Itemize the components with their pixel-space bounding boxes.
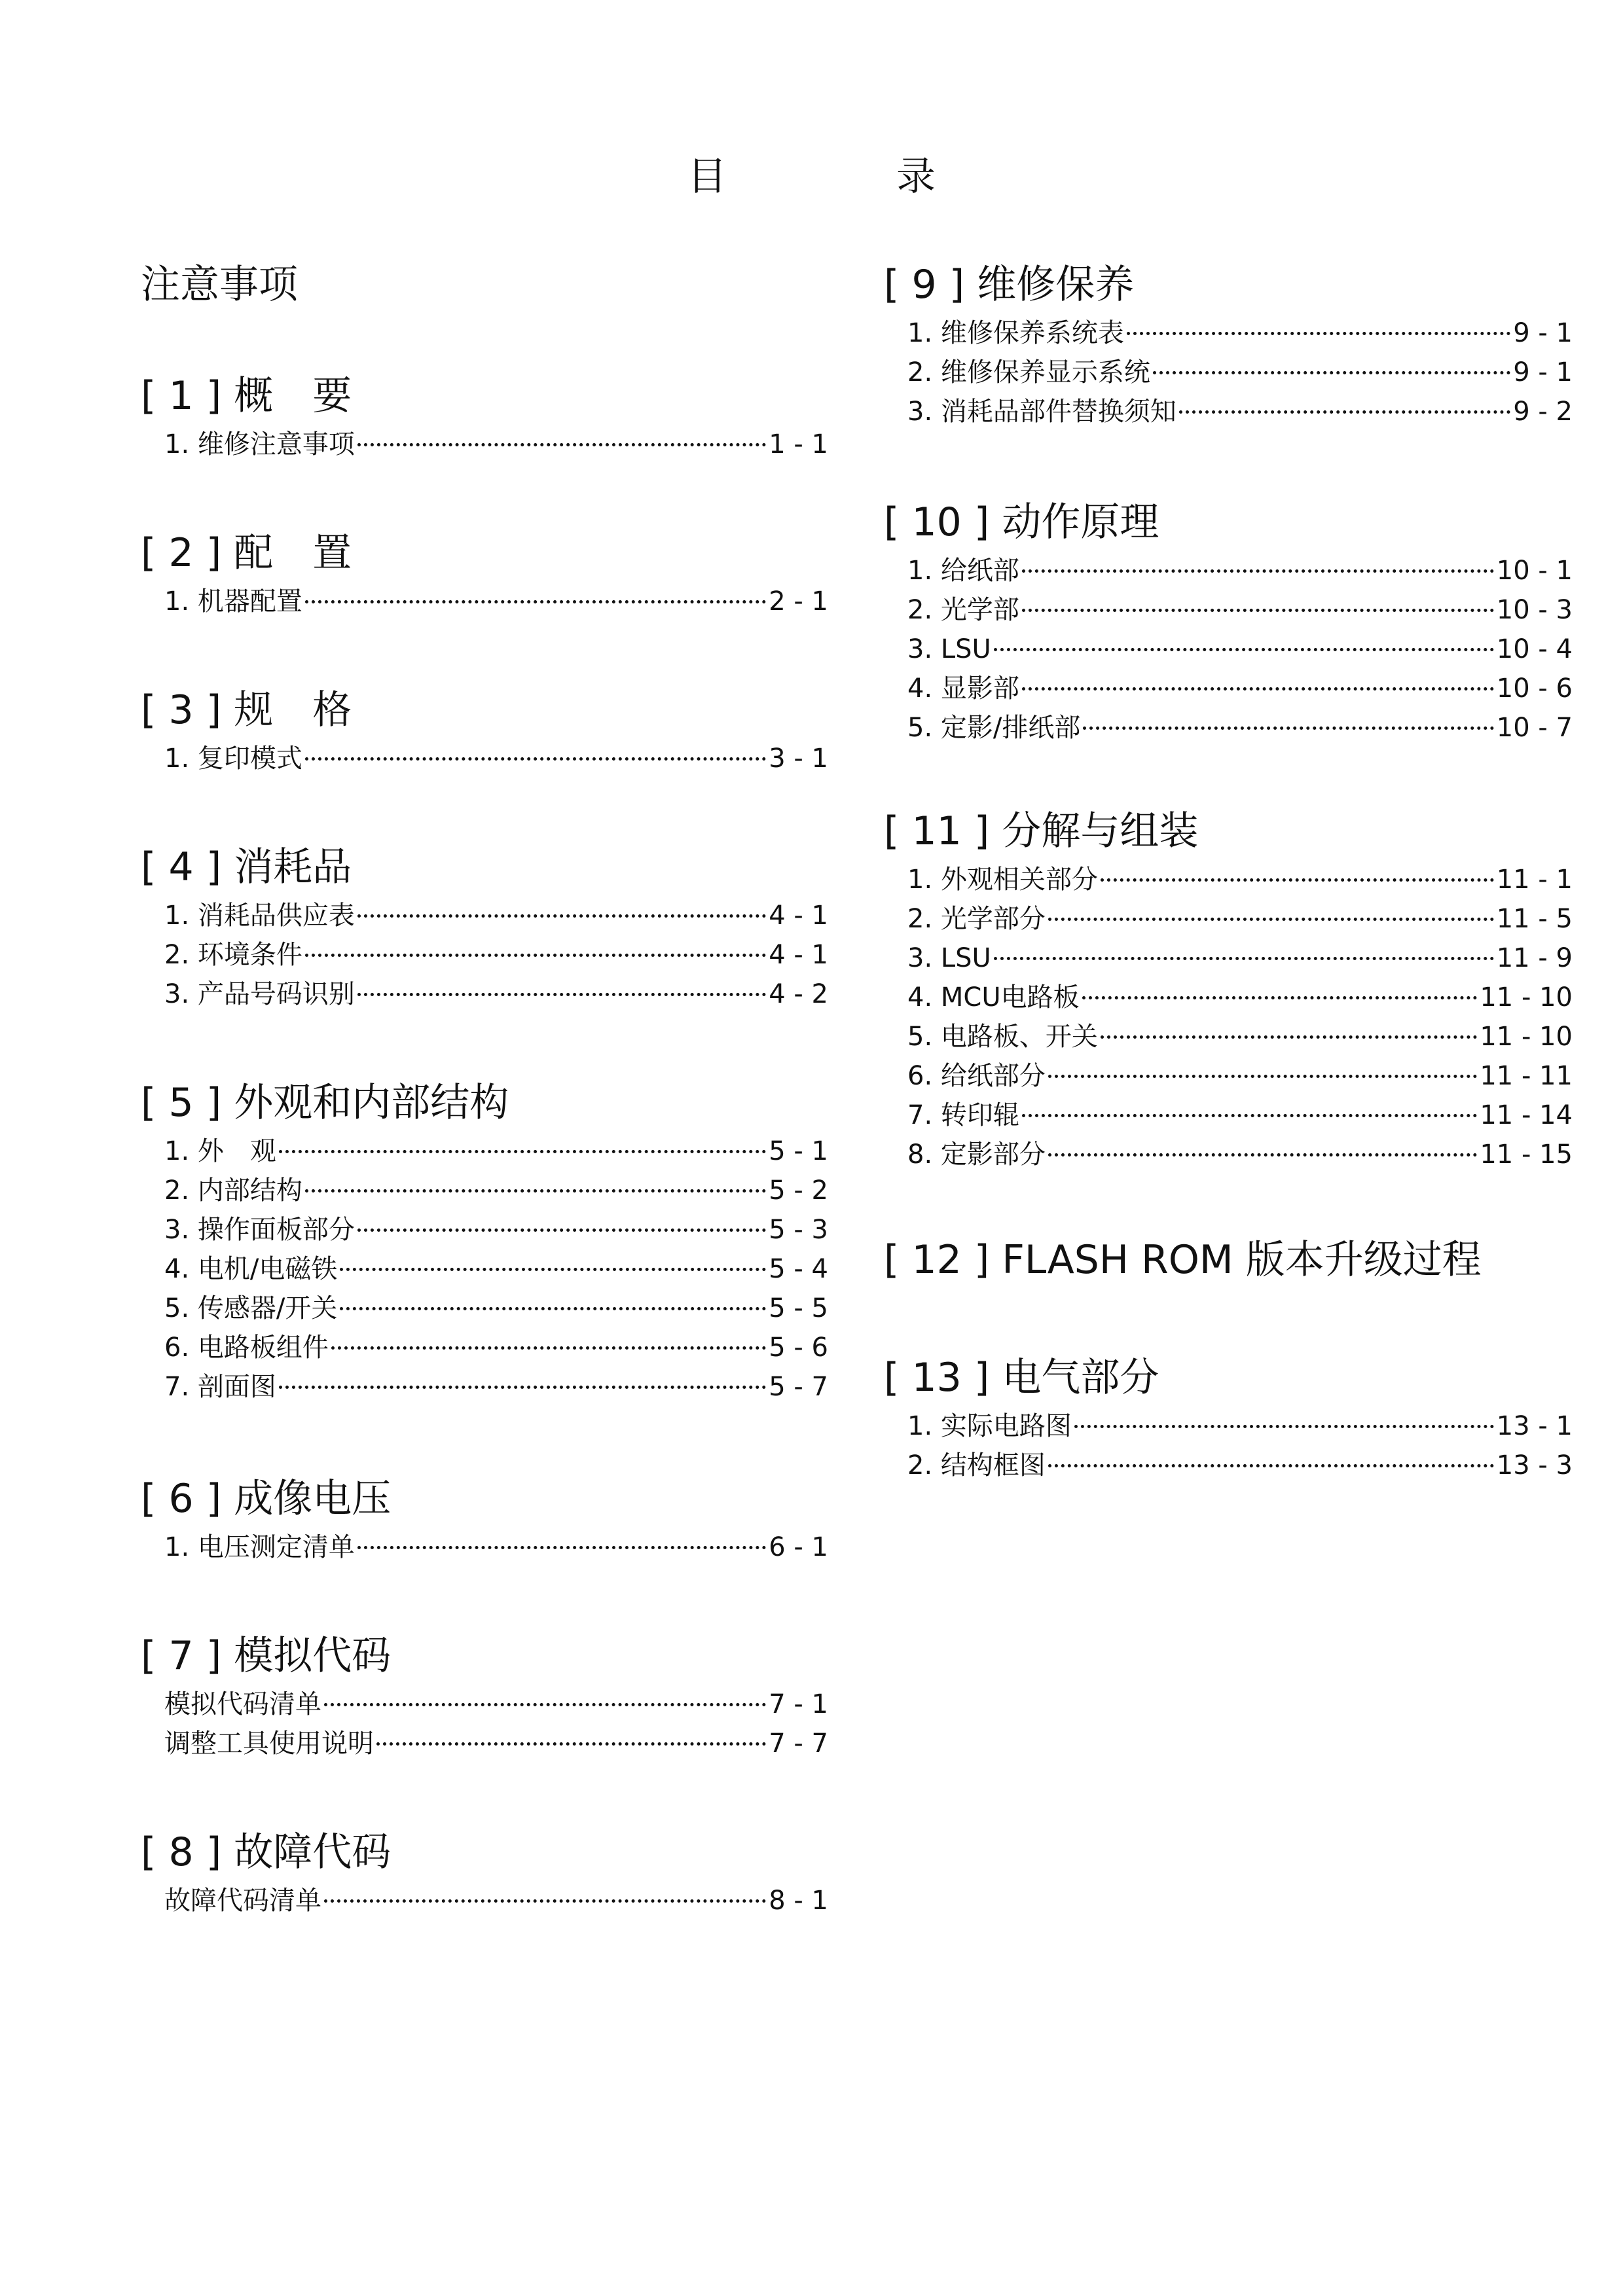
entry-label: 2. 环境条件 — [164, 940, 302, 970]
dot-leader — [340, 1268, 766, 1271]
dot-leader — [1153, 371, 1510, 374]
entry-label: 8. 定影部分 — [907, 1139, 1046, 1170]
entry-page-number: 7 - 7 — [769, 1729, 828, 1759]
dot-leader — [1101, 878, 1494, 882]
dot-leader — [376, 1742, 766, 1746]
entry-label: 故障代码清单 — [164, 1886, 321, 1916]
toc-entry[interactable] — [884, 978, 1573, 1017]
dot-leader — [340, 1307, 766, 1310]
toc-entry[interactable] — [884, 630, 1573, 669]
toc-entry[interactable] — [141, 1132, 828, 1171]
dot-leader — [1022, 569, 1494, 573]
entry-page-number: 5 - 7 — [769, 1372, 828, 1402]
toc-entry[interactable] — [141, 1171, 828, 1210]
dot-leader — [1083, 726, 1493, 730]
entry-page-number: 5 - 1 — [769, 1136, 828, 1166]
entry-page-number: 5 - 6 — [769, 1333, 828, 1363]
dot-leader — [1048, 1464, 1494, 1467]
entry-page-number: 2 - 1 — [769, 586, 828, 617]
entry-label: 4. 显影部 — [907, 673, 1019, 704]
entry-label: 1. 维修注意事项 — [164, 429, 355, 459]
entry-label: 6. 给纸部分 — [907, 1061, 1046, 1091]
entry-label: 3. 消耗品部件替换须知 — [907, 397, 1176, 427]
toc-section — [141, 527, 828, 621]
toc-entry[interactable] — [884, 708, 1573, 747]
section-heading: [ 2 ] 配 置 — [141, 530, 352, 576]
toc-entry[interactable] — [141, 975, 828, 1014]
toc-section — [141, 1077, 828, 1407]
section-heading: [ 12 ] FLASH ROM 版本升级过程 — [884, 1237, 1482, 1283]
entry-label: 3. LSU — [907, 943, 991, 973]
toc-entry[interactable] — [141, 1210, 828, 1249]
entry-page-number: 11 - 14 — [1480, 1100, 1573, 1130]
toc-entry[interactable] — [884, 1446, 1573, 1485]
toc-entry[interactable] — [884, 314, 1573, 353]
toc-entry[interactable] — [141, 1367, 828, 1407]
toc-section — [884, 1352, 1573, 1485]
toc-section — [884, 1234, 1573, 1289]
dot-leader — [1022, 687, 1494, 691]
entry-label: 1. 消耗品供应表 — [164, 901, 355, 931]
dot-leader — [305, 757, 766, 761]
toc-entry[interactable] — [884, 1407, 1573, 1446]
entry-page-number: 11 - 5 — [1496, 904, 1573, 934]
entry-page-number: 11 - 10 — [1480, 1022, 1573, 1052]
dot-leader — [1048, 1153, 1477, 1157]
entry-page-number: 10 - 4 — [1496, 634, 1573, 664]
page-title: 目 录 — [687, 154, 1015, 200]
section-heading: [ 3 ] 规 格 — [141, 687, 352, 733]
entry-page-number: 9 - 1 — [1513, 357, 1573, 387]
entry-page-number: 7 - 1 — [769, 1689, 828, 1719]
dot-leader — [1022, 609, 1494, 612]
dot-leader — [305, 1189, 766, 1193]
entry-page-number: 8 - 1 — [769, 1886, 828, 1916]
entry-page-number: 11 - 9 — [1496, 943, 1573, 973]
toc-entry[interactable] — [884, 1056, 1573, 1096]
entry-label: 2. 维修保养显示系统 — [907, 357, 1150, 387]
entry-label: 3. LSU — [907, 634, 991, 664]
entry-page-number: 5 - 2 — [769, 1175, 828, 1206]
dot-leader — [1048, 918, 1494, 921]
entry-page-number: 4 - 2 — [769, 979, 828, 1009]
dot-leader — [324, 1703, 766, 1706]
dot-leader — [1101, 1035, 1477, 1039]
entry-label: 4. MCU电路板 — [907, 982, 1080, 1013]
toc-entry[interactable] — [884, 551, 1573, 590]
dot-leader — [357, 914, 766, 918]
dot-leader — [357, 1546, 766, 1549]
dot-leader — [1179, 410, 1510, 414]
dot-leader — [331, 1346, 766, 1350]
entry-label: 2. 内部结构 — [164, 1175, 302, 1206]
entry-label: 2. 结构框图 — [907, 1450, 1046, 1480]
toc-entry[interactable] — [141, 1724, 828, 1763]
section-heading: [ 8 ] 故障代码 — [141, 1829, 392, 1875]
dot-leader — [994, 648, 1494, 651]
entry-page-number: 4 - 1 — [769, 940, 828, 970]
entry-page-number: 1 - 1 — [769, 429, 828, 459]
dot-leader — [1082, 996, 1478, 999]
toc-entry[interactable] — [884, 1096, 1573, 1135]
entry-page-number: 10 - 6 — [1496, 673, 1573, 704]
toc-entry[interactable] — [141, 1881, 828, 1920]
toc-section — [884, 496, 1573, 747]
section-heading: [ 9 ] 维修保养 — [884, 262, 1135, 308]
toc-entry[interactable] — [884, 1017, 1573, 1056]
entry-label: 1. 实际电路图 — [907, 1411, 1072, 1441]
toc-entry[interactable] — [884, 899, 1573, 939]
toc-entry[interactable] — [141, 1249, 828, 1289]
toc-section — [141, 1473, 828, 1567]
toc-entry[interactable] — [884, 669, 1573, 708]
dot-leader — [357, 443, 766, 446]
toc-entry[interactable] — [141, 1289, 828, 1328]
entry-page-number: 4 - 1 — [769, 901, 828, 931]
entry-label: 4. 电机/电磁铁 — [164, 1254, 338, 1284]
entry-label: 3. 操作面板部分 — [164, 1215, 355, 1245]
entry-label: 5. 电路板、开关 — [907, 1022, 1098, 1052]
toc-entry[interactable] — [884, 1135, 1573, 1174]
dot-leader — [305, 600, 766, 603]
toc-entry[interactable] — [884, 392, 1573, 431]
entry-page-number: 13 - 1 — [1496, 1411, 1573, 1441]
toc-entry[interactable] — [884, 860, 1573, 899]
section-heading: [ 11 ] 分解与组装 — [884, 808, 1199, 854]
dot-leader — [357, 1229, 766, 1232]
toc-entry[interactable] — [884, 590, 1573, 630]
entry-page-number: 10 - 3 — [1496, 595, 1573, 625]
entry-label: 调整工具使用说明 — [164, 1729, 374, 1759]
entry-label: 5. 定影/排纸部 — [907, 713, 1081, 743]
entry-label: 1. 维修保养系统表 — [907, 318, 1124, 348]
toc-section — [141, 684, 828, 778]
section-heading: [ 5 ] 外观和内部结构 — [141, 1080, 509, 1126]
entry-page-number: 5 - 3 — [769, 1215, 828, 1245]
entry-page-number: 9 - 2 — [1513, 397, 1573, 427]
toc-entry[interactable] — [884, 353, 1573, 392]
entry-page-number: 10 - 7 — [1496, 713, 1573, 743]
section-heading: [ 13 ] 电气部分 — [884, 1355, 1159, 1401]
toc-entry[interactable] — [141, 1328, 828, 1367]
toc-section — [141, 370, 828, 464]
dot-leader — [357, 993, 766, 996]
entry-page-number: 11 - 15 — [1480, 1139, 1573, 1170]
toc-entry[interactable] — [141, 582, 828, 621]
dot-leader — [279, 1386, 766, 1389]
entry-page-number: 11 - 1 — [1496, 865, 1573, 895]
entry-label: 7. 转印辊 — [907, 1100, 1019, 1130]
dot-leader — [1074, 1425, 1494, 1428]
dot-leader — [1048, 1075, 1477, 1078]
toc-section — [141, 841, 828, 1014]
toc-entry[interactable] — [884, 939, 1573, 978]
entry-page-number: 13 - 3 — [1496, 1450, 1573, 1480]
entry-label: 2. 光学部分 — [907, 904, 1046, 934]
toc-section — [884, 805, 1573, 1174]
dot-leader — [279, 1150, 766, 1153]
entry-label: 1. 给纸部 — [907, 556, 1019, 586]
toc-section — [141, 259, 828, 314]
section-heading: [ 6 ] 成像电压 — [141, 1476, 392, 1522]
section-heading: [ 7 ] 模拟代码 — [141, 1633, 392, 1679]
entry-page-number: 11 - 10 — [1480, 982, 1573, 1013]
dot-leader — [305, 954, 766, 957]
entry-label: 1. 外观相关部分 — [907, 865, 1098, 895]
entry-label: 1. 外 观 — [164, 1136, 276, 1166]
toc-entry[interactable] — [141, 739, 828, 778]
dot-leader — [994, 957, 1494, 960]
entry-page-number: 6 - 1 — [769, 1532, 828, 1562]
entry-label: 7. 剖面图 — [164, 1372, 276, 1402]
entry-page-number: 5 - 5 — [769, 1293, 828, 1323]
entry-page-number: 10 - 1 — [1496, 556, 1573, 586]
entry-label: 1. 电压测定清单 — [164, 1532, 355, 1562]
toc-section — [141, 1826, 828, 1920]
entry-label: 2. 光学部 — [907, 595, 1019, 625]
section-heading: 注意事项 — [141, 262, 298, 308]
toc-entry[interactable] — [141, 935, 828, 975]
dot-leader — [1127, 332, 1510, 335]
section-heading: [ 1 ] 概 要 — [141, 373, 352, 419]
entry-label: 模拟代码清单 — [164, 1689, 321, 1719]
entry-page-number: 9 - 1 — [1513, 318, 1573, 348]
toc-section — [141, 1630, 828, 1763]
entry-label: 3. 产品号码识别 — [164, 979, 355, 1009]
toc-entry[interactable] — [141, 1528, 828, 1567]
dot-leader — [1022, 1114, 1477, 1117]
entry-label: 6. 电路板组件 — [164, 1333, 329, 1363]
section-heading: [ 10 ] 动作原理 — [884, 499, 1159, 545]
entry-label: 1. 复印模式 — [164, 744, 302, 774]
toc-section — [884, 259, 1573, 431]
section-heading: [ 4 ] 消耗品 — [141, 844, 352, 890]
dot-leader — [324, 1899, 766, 1903]
toc-entry[interactable] — [141, 425, 828, 464]
entry-page-number: 5 - 4 — [769, 1254, 828, 1284]
entry-label: 1. 机器配置 — [164, 586, 302, 617]
entry-page-number: 3 - 1 — [769, 744, 828, 774]
entry-page-number: 11 - 11 — [1480, 1061, 1573, 1091]
toc-entry[interactable] — [141, 896, 828, 935]
toc-entry[interactable] — [141, 1685, 828, 1724]
entry-label: 5. 传感器/开关 — [164, 1293, 338, 1323]
